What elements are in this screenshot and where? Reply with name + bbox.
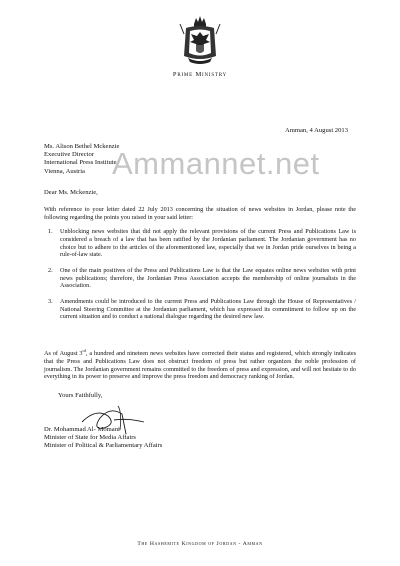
signatory-block	[44, 426, 162, 451]
point-item	[44, 267, 356, 290]
intro-paragraph: With reference to your letter dated 22 July 2013 concerning the situation of news websites in Jordan, please note the following regarding the points you raised in your said letter:	[44, 206, 356, 221]
watermark: Ammannet.net	[112, 146, 320, 181]
point-number: 3.	[48, 297, 53, 305]
recipient-block	[44, 143, 119, 176]
numbered-points	[44, 228, 356, 329]
closing-text: , a hundred and nineteen news websites have corrected their status and registered, which strongly indicates that the Press and Publications Law does not obstruct freedom of press but rather organizes the noble profession of journalism. The Jordanian government remains committed to the freedom of press and expression, and will not hesitate to do everything in its power to preserve and improve the press freedom and democracy ranking of Jordan.	[44, 350, 356, 381]
point-number: 2.	[48, 266, 53, 274]
footer: The Hashemite Kingdom of Jordan - Amman	[137, 541, 263, 547]
recipient-organization: International Press Institute	[44, 159, 117, 167]
closing-lead: As of August 3	[44, 350, 83, 358]
signatory-name: Dr. Mohammad Al- Momani	[44, 426, 120, 433]
point-text: Unblocking news websites that did not apply the relevant provisions of the current Press and Publications Law is considered a breach of a law that has been ratified by the Jordanian parliament. The Jordanian government has no choice but to adhere to the articles of the aforementioned law, especially that we in Jordan pride ourselves in being a rule-of-law state.	[60, 228, 356, 259]
point-item	[44, 298, 356, 321]
point-item	[44, 228, 356, 259]
signatory-role: Minister of Political & Parliamentary Affairs	[44, 442, 163, 450]
jordan-coat-of-arms-icon	[176, 14, 224, 66]
signoff: Yours Faithfully,	[58, 392, 103, 399]
ministry-name: Prime Ministry	[172, 71, 228, 78]
recipient-title: Executive Director	[44, 151, 94, 159]
closing-superscript: rd	[82, 348, 86, 353]
signatory-role: Minister of State for Media Affairs	[44, 434, 136, 442]
salutation: Dear Ms. Mckenzie,	[44, 189, 98, 196]
closing-paragraph	[44, 347, 356, 381]
point-text: Amendments could be introduced to the current Press and Publications Law through the House of Representatives / National Steering Committee at the Jordanian parliament, which has expressed its commitment to follow up on the current situation and to conduct a national dialogue regarding the desired new law.	[60, 297, 356, 321]
point-number: 1.	[48, 228, 53, 235]
recipient-name: Ms. Alison Bethel Mckenzie	[44, 143, 120, 150]
recipient-city: Vienna, Austria	[44, 167, 85, 175]
letter-date: Amman, 4 August 2013	[284, 127, 348, 134]
point-text: One of the main positives of the Press and Publications Law is that the Law equates online news websites with print news publications; therefore, the Jordanian Press Association accepts the membership of online journalists in the Association.	[60, 266, 356, 290]
